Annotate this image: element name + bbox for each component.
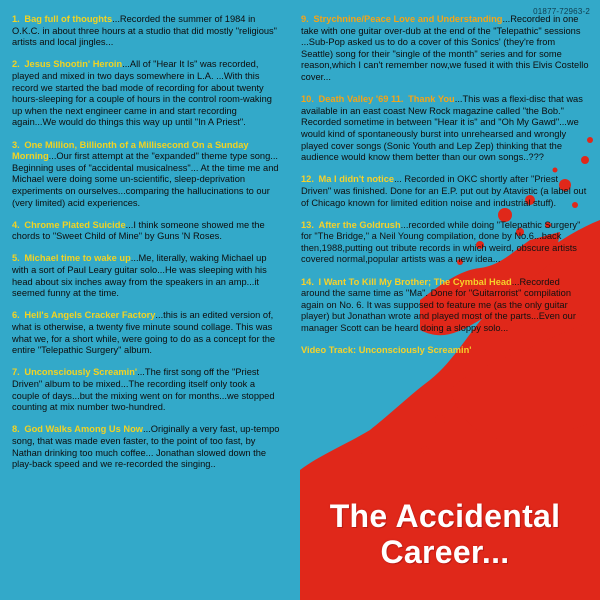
track-description: ...Recorded in one take with one guitar over-dub at the end of the "Telepathic" sessions ...Sub-Pop asked us to do a cover of this Sonics' (they're from Seattle) song for their "single of the month" series and for some reason,which I can't remember now,we fused it with this Elvis Costello cover...: [301, 14, 589, 82]
track-title: Hell's Angels Cracker Factory: [24, 310, 156, 321]
track-title: After the Goldrush: [318, 219, 401, 230]
track-note: [301, 277, 589, 335]
track-description: ...All of "Hear It Is" was recorded, played and mixed in two days somewhere in L.A. ...With this record we started the bad mode of recording for about twenty hours-sleeping for a couple of hours in the control room-waking up when the next engineer came in and start recording again...We would do things this way up until "In A Priest".: [12, 59, 272, 128]
track-title: Thank You: [408, 94, 455, 105]
track-note: [301, 174, 589, 209]
track-description: ...this is an edited version of, what is otherwise, a twenty five minute sound collage. This was what we, for a short while, were going to do as a concept for the entire "Telepathic Surgery" album.: [12, 310, 276, 356]
track-number: 11.: [391, 94, 404, 105]
track-description: ... Recorded in OKC shortly after "Priest Driven" was finished. Done for an E.P. put out by Atavistic (a label out of Chicago known for limited edition noise and industrial stuff).: [301, 174, 587, 208]
track-number: 13.: [301, 219, 314, 230]
catalog-number: 01877-72963-2: [533, 7, 590, 16]
track-note: [301, 220, 589, 266]
track-description: ...The first song off the "Priest Driven" album to be mixed...The recording itself only took a couple of days...but the mixing went on for months...we stopped counting at mix number two-hundred.: [12, 367, 275, 413]
track-description: ...I think someone showed me the chords to "Sweet Child of Mine" by Guns 'N Roses.: [12, 219, 265, 242]
track-number: 6.: [12, 310, 20, 321]
track-title: I Want To Kill My Brother; The Cymbal Head: [318, 276, 512, 287]
track-number: 14.: [301, 276, 314, 287]
track-note: [12, 140, 282, 210]
track-note: [301, 14, 589, 84]
track-note: [12, 367, 282, 413]
track-number: 4.: [12, 219, 20, 230]
track-title: Jesus Shootin' Heroin: [24, 59, 123, 70]
track-note: [12, 424, 282, 470]
track-number: 8.: [12, 424, 20, 435]
track-number: 12.: [301, 174, 314, 185]
track-note: [12, 220, 282, 243]
track-title: One Million, Billionth of a Millisecond On a Sunday Morning: [12, 139, 249, 162]
video-track-note: Video Track: Unconsciously Screamin': [301, 345, 472, 356]
track-description: ...recorded while doing "Telepathic Surgery" for "The Bridge," a Neil Young compilation, done by No.6...back then,1988,putting out tribute records in which weird, obscure artists covered normal,popular artists was a new idea...: [301, 219, 581, 265]
album-headline: [300, 498, 590, 570]
track-note: [301, 94, 589, 164]
headline-line-2: Career...: [380, 534, 510, 570]
track-number: 9.: [301, 14, 309, 24]
track-note: [12, 253, 282, 299]
track-number: 7.: [12, 367, 20, 378]
track-notes-right-column: [301, 14, 589, 357]
track-title: God Walks Among Us Now: [24, 424, 143, 435]
track-number: 1.: [12, 14, 20, 24]
headline-line-1: The Accidental: [329, 498, 561, 534]
track-number: 5.: [12, 253, 20, 264]
track-description: ...Recorded around the same time as "Ma". Done for "Guitarrorist" compilation again on No. 6. It was supposed to feature me (as the only guitar player) but Jonathan wrote and played most of the parts...Even our manager Scott can be heard doing a sloppy solo...: [301, 276, 576, 334]
track-note: [12, 310, 282, 356]
track-description: ...Recorded the summer of 1984 in O.K.C. in about three hours at a studio that did mostly "religious" artists and local jingles...: [12, 14, 277, 48]
track-description: ...This was a flexi-disc that was available in an east coast New Rock magazine called "the Bob." Recorded sometime in between "Hear it is" and "Oh My Gawd"...we would kind of spontaneously burst into unrehearsed and wrongly played cover songs (Sonic Youth and Lep Zep) thinking that the audience would know them better than our own songs..???: [301, 94, 583, 163]
track-number: 3.: [12, 139, 20, 150]
track-notes-left-column: [12, 14, 282, 481]
track-description: ...Originally a very fast, up-tempo song, that was made even faster, to the point of too fast, by Nathan drinking too much coffee... Jonathan slowed down the play-back speed and we re-recorded the singing..: [12, 424, 280, 470]
track-number: 10.: [301, 94, 314, 105]
track-title: Bag full of thoughts: [24, 14, 113, 24]
track-title: Ma I didn't notice: [318, 174, 395, 185]
track-description: ...Our first attempt at the "expanded" theme type song... Beginning uses of "accidental musicalness"... At the time me and Michael were doing some un-scientific, sleep-deprivation experiments on ourselves...comparing the hallucinations to our (very limited) acid experiences.: [12, 151, 279, 208]
track-note: [12, 14, 282, 49]
track-note: [12, 59, 282, 129]
track-title: Unconsciously Screamin': [24, 367, 138, 378]
track-title: Strychnine/Peace Love and Understanding: [313, 14, 503, 24]
track-title: Chrome Plated Suicide: [24, 219, 126, 230]
track-title: Michael time to wake up: [24, 253, 131, 264]
track-description: ...Me, literally, waking Michael up with a sort of Paul Leary guitar solo...He was sleeping with his head about six inches away from the speakers in an amp...it seemed funny at the time.: [12, 253, 267, 299]
track-number: 2.: [12, 59, 20, 70]
track-title: Death Valley '69: [318, 94, 389, 105]
